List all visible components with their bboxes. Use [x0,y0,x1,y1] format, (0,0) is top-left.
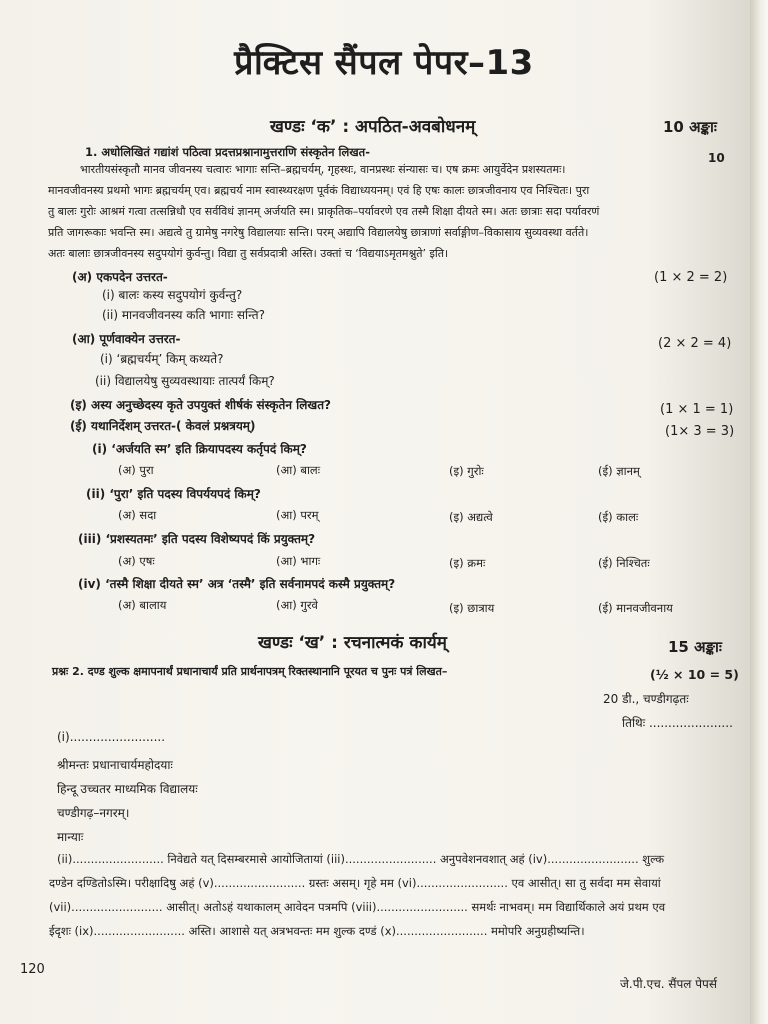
section-a-marks: 10 अङ्काः [663,118,717,136]
subq-a-marks: (1 × 2 = 2) [654,270,728,285]
mcq-3-option-a: (अ) एषः [118,554,155,568]
subq-aa-item-1: (i) ‘ब्रह्मचर्यम्’ किम् कथ्यते? [100,352,224,366]
question-2-marks: (½ × 10 = 5) [650,667,739,682]
letter-salutation: श्रीमन्तः प्रधानाचार्यमहोदयाः [57,758,173,772]
subq-aa-label: (आ) पूर्णवाक्येन उत्तरत- [72,332,181,346]
mcq-4-option-d: (ई) मानवजीवनाय [598,601,673,615]
passage-line-3: तु बालः गुरोः आश्रमं गत्वा तत्सन्निधौ एव सर्वविधं ज्ञानम् अर्जयति स्म। प्राकृतिक–पर्यावरणे एव तस्मै शिक्षा दीयते स्म। अतः छात्राः सदा पर्यावरणं [48,205,600,218]
mcq-1-option-c: (इ) गुरोः [449,464,484,478]
letter-city: चण्डीगढ़–नगरम्। [57,806,130,820]
subq-aa-item-2: (ii) विद्यालयेषु सुव्यवस्थायाः तात्पर्यं किम्? [95,374,275,388]
mcq-4-option-b: (आ) गुरवे [276,598,318,612]
subq-a-item-1: (i) बालः कस्य सदुपयोगं कुर्वन्तु? [102,288,243,302]
mcq-2-option-b: (आ) परम् [276,508,319,522]
mcq-1-question: (i) ‘अर्जयति स्म’ इति क्रियापदस्य कर्तृपदं किम्? [92,442,307,456]
section-b-heading: खण्डः ‘ख’ : रचनात्मकं कार्यम् [258,633,447,653]
mcq-2-option-a: (अ) सदा [118,508,157,522]
mcq-4-option-c: (इ) छात्राय [449,601,495,615]
section-a-heading: खण्डः ‘क’ : अपठित-अवबोधनम् [270,117,476,137]
subq-i-label: (इ) अस्य अनुच्छेदस्य कृते उपयुक्तं शीर्षकं संस्कृतेन लिखत? [70,398,332,412]
page-edge [750,0,768,1024]
subq-aa-marks: (2 × 2 = 4) [658,336,732,351]
subq-ii-marks: (1× 3 = 3) [665,424,735,439]
mcq-4-question: (iv) ‘तस्मै शिक्षा दीयते स्म’ अत्र ‘तस्मै’ इति सर्वनामपदं कस्मै प्रयुक्तम्? [78,577,396,591]
letter-body-line-3: (vii)......................... आसीत्। अतोऽहं यथाकालम् आवेदन पत्रमपि (viii)......................... समर्थः नाभवम्। मम विद्यार्थिकाले अयं प्रथम एव [49,900,666,914]
question-1-marks: 10 [708,151,725,165]
mcq-3-option-d: (ई) निश्चितः [598,556,650,570]
mcq-2-option-d: (ई) कालः [598,510,639,524]
letter-address: 20 डी., चण्डीगढ़तः [603,692,689,706]
subq-a-label: (अ) एकपदेन उत्तरत- [72,270,168,284]
mcq-1-option-d: (ई) ज्ञानम् [598,464,640,478]
passage-line-4: प्रति जागरूकाः भवन्ति स्म। अद्यत्वे तु ग्रामेषु नगरेषु विद्यालयाः सन्ति। परम् अद्यापि विद्यालयेषु छात्राणां सर्वाङ्गीण–विकासाय सुव्यवस्था वर्तते। [48,226,589,239]
mcq-2-option-c: (इ) अद्यत्वे [449,510,493,524]
letter-date: तिथिः ...................... [622,716,733,730]
mcq-3-option-b: (आ) भागः [276,554,321,568]
blank-i: (i)......................... [57,730,166,744]
letter-school: हिन्दू उच्चतर माध्यमिक विद्यालयः [57,782,198,796]
mcq-2-question: (ii) ‘पुरा’ इति पदस्य विपर्ययपदं किम्? [86,487,261,501]
letter-body-line-4: ईदृशः (ix)......................... अस्ति। आशासे यत् अत्रभवन्तः मम शुल्क दण्डं (x)......................... ममोपरि अनुग्रहीष्यन्ति। [49,924,585,938]
letter-body-line-2: दण्डेन दण्डितोऽस्मि। परीक्षादिषु अहं (v)......................... ग्रस्तः असम्। गृहे मम (vi)......................... एव आसीत्। सा तु सर्वदा मम सेवायां [49,876,661,890]
publisher-footer: जे.पी.एच. सैंपल पेपर्स [620,977,717,991]
mcq-3-option-c: (इ) क्रमः [449,556,486,570]
question-2: प्रश्नः 2. दण्ड शुल्क क्षमापनार्थं प्रधानाचार्यं प्रति प्रार्थनापत्रम् रिक्तस्थानानि पूरयत च पुनः पत्रं लिखत– [52,665,448,678]
subq-a-item-2: (ii) मानवजीवनस्य कति भागाः सन्ति? [102,308,265,322]
question-1: 1. अधोलिखितं गद्यांशं पठित्वा प्रदत्तप्रश्नानामुत्तराणि संस्कृतेन लिखत- [85,145,371,159]
mcq-4-option-a: (अ) बालाय [118,598,167,612]
mcq-3-question: (iii) ‘प्रशस्यतमः’ इति पदस्य विशेष्यपदं किं प्रयुक्तम्? [78,532,316,546]
paper-title: प्रैक्टिस सैंपल पेपर–13 [234,43,534,83]
passage-line-2: मानवजीवनस्य प्रथमो भागः ब्रह्मचर्यम् एव। ब्रह्मचर्य नाम स्वास्थ्यरक्षण पूर्वकं विद्याध्ययनम्। एवं हि एषः कालः छात्रजीवनाय एव निश्चितः। पुरा [48,184,590,197]
letter-body-line-1: (ii)......................... निवेद्यते यत् दिसम्बरमासे आयोजितायां (iii)......................... अनुपवेशनवशात् अहं (iv)......................... शुल्क [57,852,665,866]
mcq-1-option-a: (अ) पुरा [118,463,154,477]
passage-line-1: भारतीयसंस्कृतौ मानव जीवनस्य चत्वारः भागाः सन्ति–ब्रह्मचर्यम्, गृहस्थः, वानप्रस्थः संन्यासः च। एष क्रमः आयुर्वेदेन प्रशस्यतमः। [80,163,566,176]
subq-ii-label: (ई) यथानिर्देशम् उत्तरत-( केवलं प्रश्नत्रयम्) [70,419,256,433]
letter-respected: मान्याः [57,830,84,844]
section-b-marks: 15 अङ्काः [668,638,722,656]
subq-i-marks: (1 × 1 = 1) [660,402,734,417]
page-number: 120 [20,962,45,977]
passage-line-5: अतः बालाः छात्रजीवनस्य सदुपयोगं कुर्वन्तु। विद्या तु सर्वप्रदात्री अस्ति। उक्तां च ‘विद्ययाऽमृतमश्नुते’ इति। [48,247,449,260]
mcq-1-option-b: (आ) बालः [276,463,321,477]
